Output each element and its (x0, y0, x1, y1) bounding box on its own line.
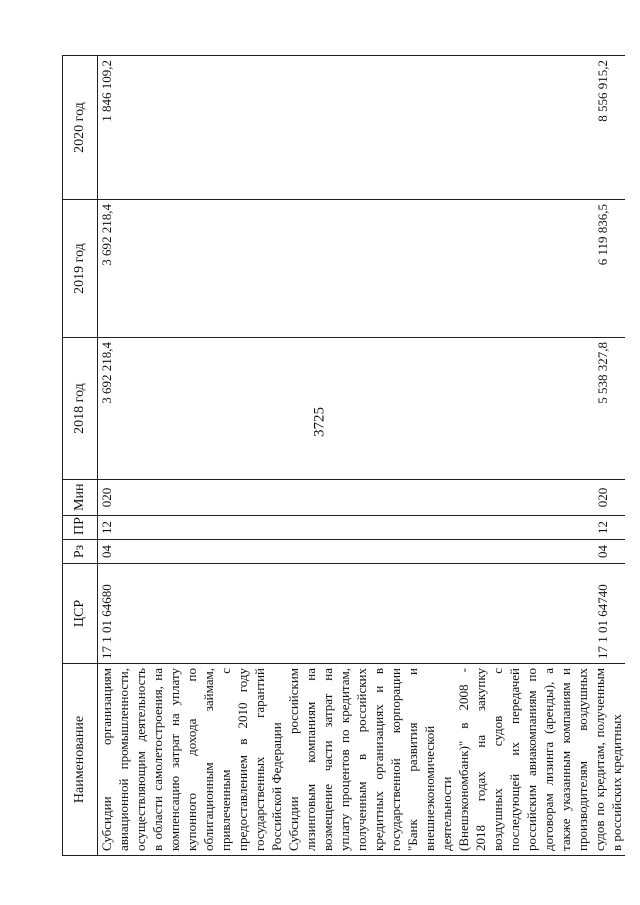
row-2018: 3 692 218,4 (98, 338, 286, 480)
page-number: 3725 (311, 407, 328, 437)
header-csr: ЦСР (63, 564, 98, 664)
header-rz: Рз (63, 540, 98, 564)
header-2018: 2018 год (63, 338, 98, 480)
rotated-page (62, 56, 624, 856)
row-2018: 5 538 327,8 (285, 338, 625, 480)
row-rz: 04 (285, 540, 625, 564)
row-2019: 6 119 836,5 (285, 200, 625, 338)
header-name: Наименование (63, 664, 98, 856)
row-name: Субсидии организациям авиационной промышленности, осуществляющим деятельность в области самолетостроения, на компенсацию затрат на уплату купонного дохода по облигационным займам, привлеченным с предоставлением в 2010 году государственных гарантий Российской Федерации (98, 664, 286, 856)
row-2020: 8 556 915,2 (285, 56, 625, 200)
row-min: 020 (98, 480, 286, 516)
budget-table (62, 55, 625, 856)
row-rz: 04 (98, 540, 286, 564)
header-pr: ПР (63, 516, 98, 540)
header-row (63, 56, 98, 856)
table-row (285, 56, 625, 856)
row-csr: 17 1 01 64740 (285, 564, 625, 664)
row-2020: 1 846 109,2 (98, 56, 286, 200)
row-pr: 12 (285, 516, 625, 540)
header-2020: 2020 год (63, 56, 98, 200)
row-name: Субсидии российским лизинговым компаниям на возмещение части затрат на уплату процентов по кредитам, полученным в российских кредитных организациях и в государственной корпорации "Банк развития и внешнеэкономической деятельности (Внешэкономбанк)" в 2008 - 2018 годах на закупку воздушных судов с последующей их передачей российским авиакомпаниям по договорам лизинга (аренды), а также указанным компаниям и производителям воздушных судов по кредитам, полученным в российских кредитных (285, 664, 625, 856)
row-pr: 12 (98, 516, 286, 540)
row-min: 020 (285, 480, 625, 516)
header-2019: 2019 год (63, 200, 98, 338)
table-row (98, 56, 286, 856)
row-2019: 3 692 218,4 (98, 200, 286, 338)
row-csr: 17 1 01 64680 (98, 564, 286, 664)
header-min: Мин (63, 480, 98, 516)
